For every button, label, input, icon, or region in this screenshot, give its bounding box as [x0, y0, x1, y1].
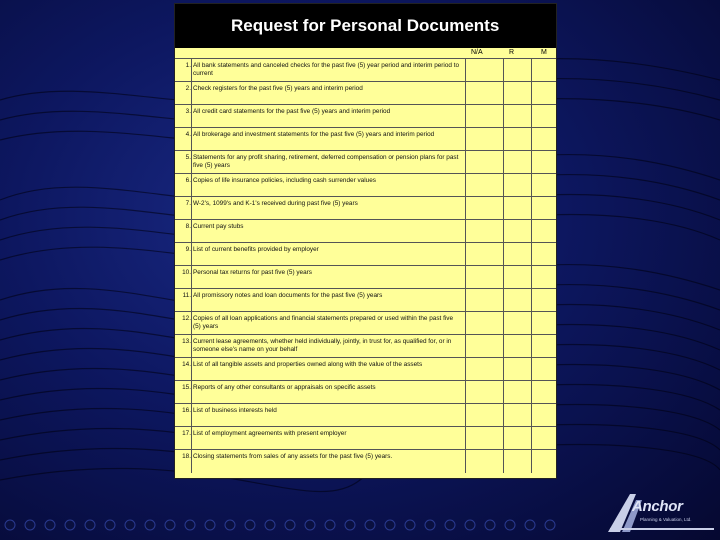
column-divider: [531, 312, 532, 334]
item-number: 3.: [185, 108, 191, 115]
column-divider: [503, 358, 504, 380]
document-title: Request for Personal Documents: [175, 4, 556, 48]
column-divider: [465, 335, 466, 357]
column-divider: [503, 381, 504, 403]
document-page: [174, 3, 557, 479]
column-divider: [191, 312, 192, 334]
item-description: All bank statements and canceled checks for the past five (5) year period and interim period to current: [193, 62, 460, 77]
column-divider: [465, 427, 466, 449]
column-divider: [531, 82, 532, 104]
checklist-row: [175, 58, 556, 81]
column-divider: [531, 335, 532, 357]
checklist-row: [175, 219, 556, 242]
column-divider: [191, 289, 192, 311]
column-divider: [503, 243, 504, 265]
item-description: Check registers for the past five (5) years and interim period: [193, 85, 363, 92]
column-divider: [531, 266, 532, 288]
column-divider: [465, 220, 466, 242]
column-divider: [465, 59, 466, 81]
item-description: Reports of any other consultants or appraisals on specific assets: [193, 384, 376, 391]
checklist-row: [175, 150, 556, 173]
column-divider: [465, 266, 466, 288]
column-divider: [503, 174, 504, 196]
item-number: 7.: [185, 200, 191, 207]
column-divider: [465, 243, 466, 265]
item-description: Current lease agreements, whether held individually, jointly, in trust for, as qualified for, or in someone else's name on your behalf: [193, 338, 452, 353]
checklist-row: [175, 173, 556, 196]
column-divider: [503, 266, 504, 288]
item-number: 18.: [182, 453, 191, 460]
column-divider: [503, 128, 504, 150]
column-divider: [503, 335, 504, 357]
column-divider: [503, 59, 504, 81]
item-description: Copies of all loan applications and financial statements prepared or used within the past five (5) years: [193, 315, 454, 330]
item-number: 10.: [182, 269, 191, 276]
item-number: 5.: [185, 154, 191, 161]
column-divider: [191, 174, 192, 196]
column-divider: [531, 243, 532, 265]
item-number: 16.: [182, 407, 191, 414]
column-divider: [191, 82, 192, 104]
column-divider: [191, 151, 192, 173]
column-divider: [191, 105, 192, 127]
column-divider: [191, 358, 192, 380]
item-description: Copies of life insurance policies, including cash surrender values: [193, 177, 376, 184]
item-number: 8.: [185, 223, 191, 230]
item-description: Statements for any profit sharing, retirement, deferred compensation or pension plans for past five (5) years: [193, 154, 459, 169]
column-divider: [531, 381, 532, 403]
column-divider: [465, 128, 466, 150]
column-divider: [531, 220, 532, 242]
column-divider: [465, 82, 466, 104]
column-divider: [191, 197, 192, 219]
checklist-row: [175, 104, 556, 127]
decorative-dot-row: [0, 510, 560, 540]
checklist-row: [175, 196, 556, 219]
column-divider: [465, 358, 466, 380]
column-header-na: N/A: [471, 49, 483, 56]
checklist-row: [175, 426, 556, 449]
item-number: 9.: [185, 246, 191, 253]
column-divider: [503, 404, 504, 426]
item-number: 15.: [182, 384, 191, 391]
checklist-row: [175, 357, 556, 380]
item-description: List of employment agreements with present employer: [193, 430, 347, 437]
column-divider: [191, 266, 192, 288]
column-divider: [531, 105, 532, 127]
checklist-row: [175, 403, 556, 426]
column-divider: [191, 427, 192, 449]
column-divider: [465, 450, 466, 473]
column-divider: [531, 404, 532, 426]
checklist-row: [175, 288, 556, 311]
column-divider: [191, 450, 192, 473]
column-divider: [191, 381, 192, 403]
column-header-m: M: [541, 49, 547, 56]
column-divider: [503, 220, 504, 242]
column-divider: [465, 174, 466, 196]
item-description: W-2's, 1099's and K-1's received during past five (5) years: [193, 200, 358, 207]
item-number: 6.: [185, 177, 191, 184]
checklist-row: [175, 311, 556, 334]
column-divider: [465, 404, 466, 426]
item-number: 11.: [182, 292, 191, 299]
column-divider: [191, 128, 192, 150]
item-number: 4.: [185, 131, 191, 138]
checklist-row: [175, 265, 556, 288]
column-divider: [465, 381, 466, 403]
item-number: 1.: [185, 62, 191, 69]
column-header-r: R: [509, 49, 515, 56]
checklist-row: [175, 127, 556, 150]
item-description: Closing statements from sales of any assets for the past five (5) years.: [193, 453, 393, 460]
checklist-row: [175, 242, 556, 265]
column-divider: [531, 197, 532, 219]
column-divider: [531, 128, 532, 150]
column-divider: [465, 151, 466, 173]
checklist-row: [175, 449, 556, 473]
column-divider: [503, 312, 504, 334]
column-divider: [465, 105, 466, 127]
column-divider: [503, 82, 504, 104]
item-description: List of current benefits provided by employer: [193, 246, 319, 253]
column-divider: [531, 358, 532, 380]
column-divider: [191, 404, 192, 426]
item-description: List of business interests held: [193, 407, 277, 414]
column-divider: [191, 59, 192, 81]
column-divider: [503, 151, 504, 173]
item-description: Personal tax returns for past five (5) years: [193, 269, 312, 276]
column-divider: [531, 289, 532, 311]
column-divider: [465, 289, 466, 311]
column-divider: [531, 59, 532, 81]
checklist-row: [175, 81, 556, 104]
item-description: All brokerage and investment statements for the past five (5) years and interim period: [193, 131, 435, 138]
column-divider: [503, 197, 504, 219]
checklist-row: [175, 380, 556, 403]
item-number: 14.: [182, 361, 191, 368]
column-divider: [191, 243, 192, 265]
column-divider: [465, 197, 466, 219]
column-divider: [531, 151, 532, 173]
item-number: 2.: [185, 85, 191, 92]
logo-tagline: Planning & Valuation, Ltd.: [640, 517, 692, 522]
column-divider: [503, 450, 504, 473]
item-number: 12.: [182, 315, 191, 322]
item-description: All credit card statements for the past five (5) years and interim period: [193, 108, 391, 115]
item-description: All promissory notes and loan documents for the past five (5) years: [193, 292, 383, 299]
item-number: 17.: [182, 430, 191, 437]
column-divider: [503, 427, 504, 449]
column-divider: [531, 427, 532, 449]
column-divider: [531, 174, 532, 196]
logo-name: Anchor: [632, 498, 683, 515]
item-description: List of all tangible assets and properties owned along with the value of the assets: [193, 361, 423, 368]
column-divider: [503, 289, 504, 311]
item-number: 13.: [182, 338, 191, 345]
column-divider: [191, 335, 192, 357]
item-description: Current pay stubs: [193, 223, 244, 230]
column-divider: [503, 105, 504, 127]
column-divider: [191, 220, 192, 242]
column-divider: [465, 312, 466, 334]
checklist-row: [175, 334, 556, 357]
column-divider: [531, 450, 532, 473]
